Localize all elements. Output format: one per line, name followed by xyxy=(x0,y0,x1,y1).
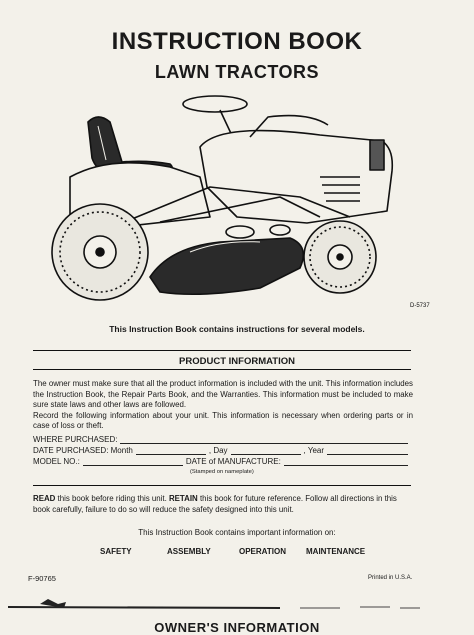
illustration-caption: This Instruction Book contains instructions for several models. xyxy=(109,324,365,334)
model-no-label: MODEL NO.: xyxy=(33,457,80,466)
year-field[interactable] xyxy=(327,447,408,455)
section-heading: PRODUCT INFORMATION xyxy=(179,356,295,367)
page-title: INSTRUCTION BOOK xyxy=(111,28,363,55)
divider xyxy=(33,369,411,370)
where-purchased-row xyxy=(33,435,411,444)
date-purchased-row xyxy=(33,446,411,455)
topic-assembly: ASSEMBLY xyxy=(167,547,211,556)
important-info-line: This Instruction Book contains important information on: xyxy=(138,528,336,537)
day-field[interactable] xyxy=(231,447,301,455)
product-info-text xyxy=(33,379,413,432)
part-number: D-5737 xyxy=(410,303,430,309)
topic-maintenance: MAINTENANCE xyxy=(306,547,366,556)
where-purchased-field[interactable] xyxy=(120,436,408,444)
date-purchased-label: DATE PURCHASED: Month xyxy=(33,446,133,455)
lawn-tractor-illustration xyxy=(40,82,440,312)
page-subtitle: LAWN TRACTORS xyxy=(154,62,320,82)
product-info-paragraph: Record the following information about your unit. This information is necessary when ordering parts or in case of loss or theft. xyxy=(33,410,413,431)
stamped-note: (Stamped on nameplate) xyxy=(190,469,254,475)
read-text: this book before riding this unit. xyxy=(55,494,169,503)
where-purchased-label: WHERE PURCHASED: xyxy=(33,435,118,444)
date-of-manufacture-label: DATE of MANUFACTURE: xyxy=(185,457,281,466)
date-of-manufacture-field[interactable] xyxy=(284,458,408,466)
retain-text: this book for future reference. Follow all directions in this book carefully, failure to do so will reduce the safety designed into this unit. xyxy=(33,494,397,514)
product-info-paragraph: The owner must make sure that all the product information is included with the unit. This information includes the Instruction Book, the Repair Parts Book, and the Warranties. This information must be included to make sure state laws and other laws are followed. xyxy=(33,379,413,410)
form-number: F-90765 xyxy=(28,574,56,583)
divider xyxy=(33,485,411,486)
divider xyxy=(33,350,411,351)
model-row xyxy=(33,457,411,466)
month-field[interactable] xyxy=(136,447,206,455)
day-label: , Day xyxy=(208,446,228,455)
topic-operation: OPERATION xyxy=(239,547,286,556)
retain-word: RETAIN xyxy=(168,494,198,503)
printed-note: Printed in U.S.A. xyxy=(368,575,413,581)
model-no-field[interactable] xyxy=(83,458,183,466)
scan-edge-artifact xyxy=(0,590,474,620)
year-label: , Year xyxy=(303,446,325,455)
read-notice xyxy=(33,494,413,515)
read-word: READ xyxy=(33,494,56,503)
next-page-title: OWNER'S INFORMATION xyxy=(154,620,320,635)
topic-safety: SAFETY xyxy=(100,547,132,556)
